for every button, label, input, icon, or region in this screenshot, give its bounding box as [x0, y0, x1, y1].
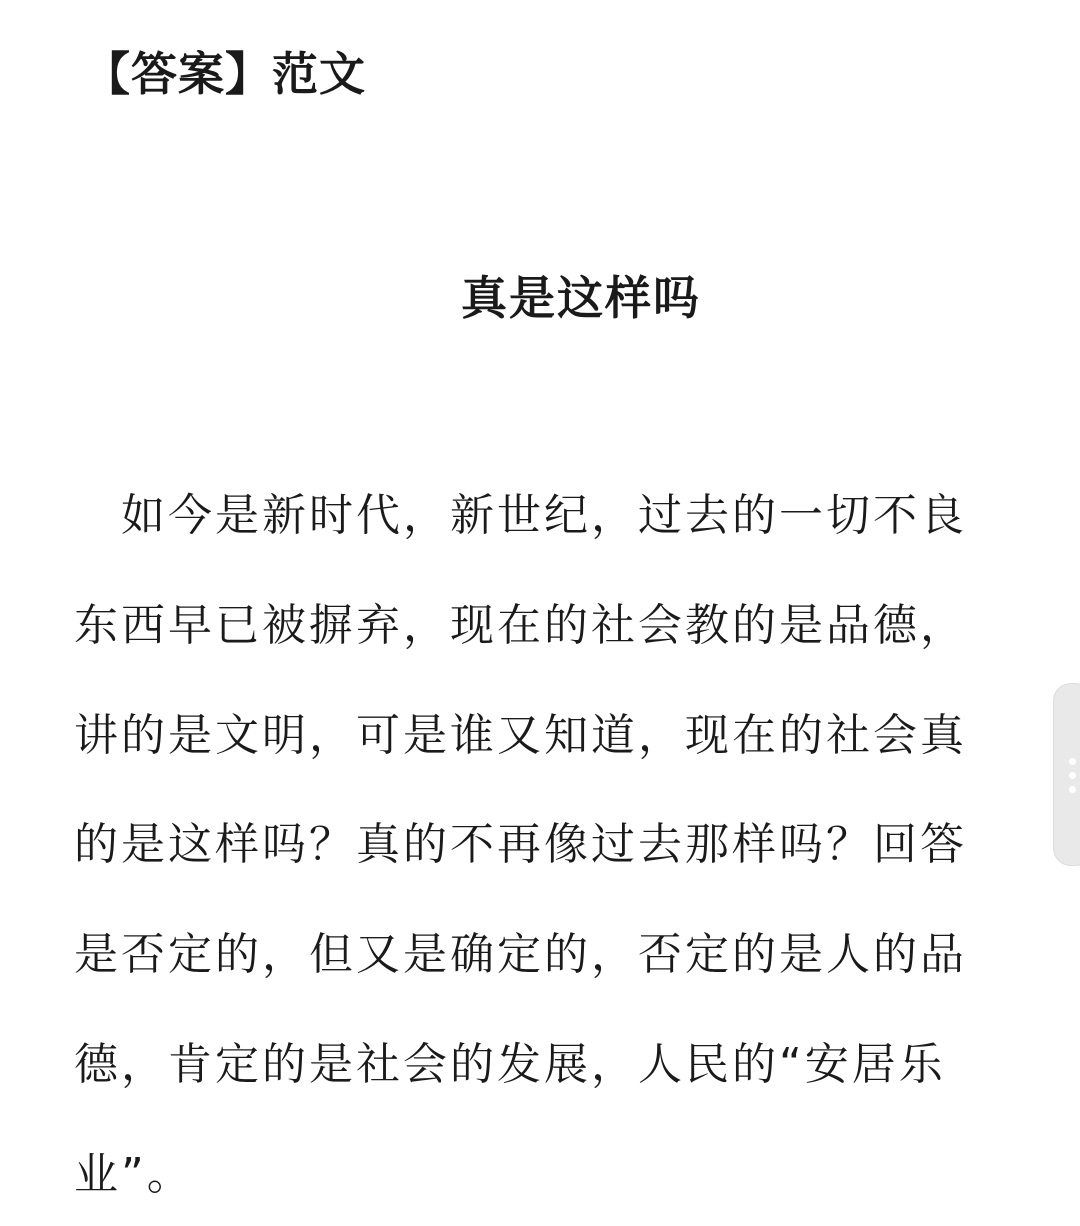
essay-line: 业”。 — [74, 1149, 194, 1200]
scrollbar-handle[interactable] — [1053, 683, 1080, 866]
essay-line: 的是这样吗？真的不再像过去那样吗？回答 — [74, 819, 967, 870]
essay-line: 如今是新时代，新世纪，过去的一切不良 — [74, 490, 967, 541]
answer-heading: 【答案】范文 — [84, 47, 366, 101]
essay-line: 讲的是文明，可是谁又知道，现在的社会真 — [74, 710, 967, 761]
essay-title: 真是这样吗 — [461, 271, 701, 325]
essay-line: 是否定的，但又是确定的，否定的是人的品 — [74, 929, 967, 980]
essay-line: 东西早已被摒弃，现在的社会教的是品德， — [74, 600, 967, 651]
essay-line: 德，肯定的是社会的发展，人民的“安居乐 — [74, 1039, 946, 1090]
